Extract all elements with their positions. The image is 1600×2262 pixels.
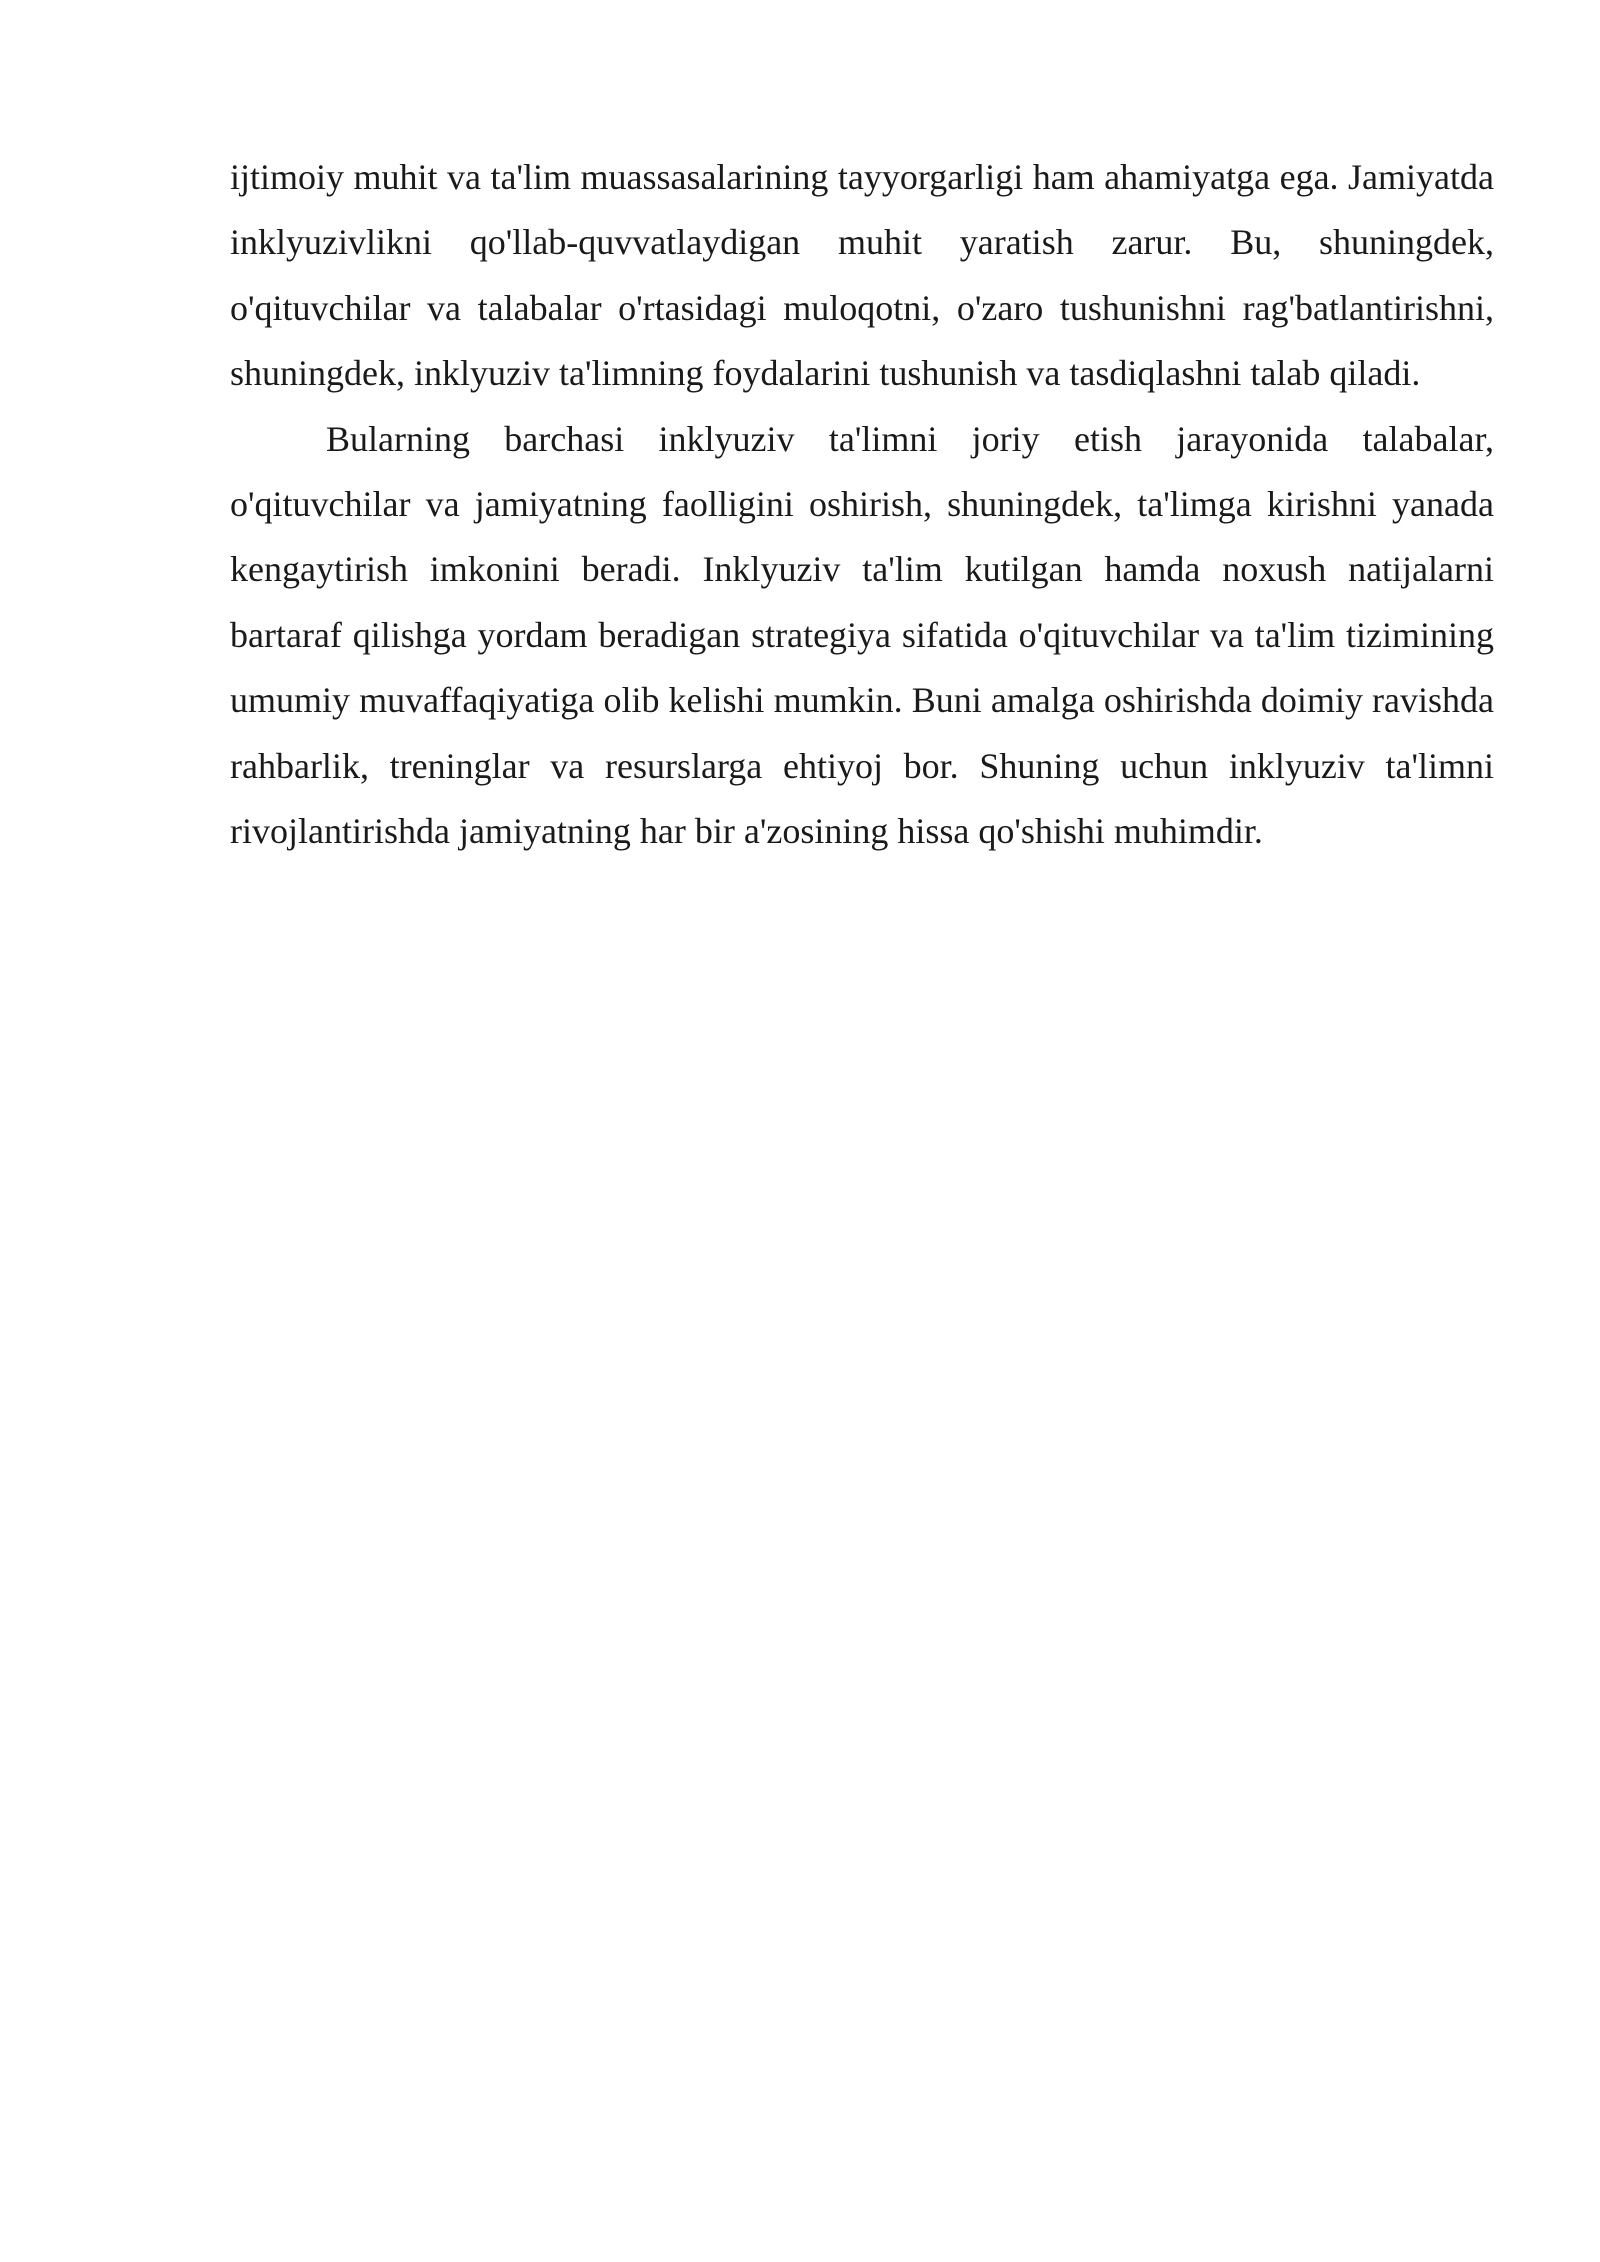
paragraph-continuation: ijtimoiy muhit va ta'lim muassasalarining tayyorgarligi ham ahamiyatga ega. Jamiyatda inklyuzivlikni qo'llab-quvvatlaydigan muhit yaratish zarur. Bu, shuningdek, o'qituvchilar va talabalar o'rtasidagi muloqotni, o'zaro tushunishni rag'batlantirishni, shuningdek, inklyuziv ta'limning foydalarini tushunish va tasdiqlashni talab qiladi. — [230, 157, 1494, 394]
paragraph-summary: Bularning barchasi inklyuziv ta'limni joriy etish jarayonida talabalar, o'qituvchilar va jamiyatning faolligini oshirish, shuningdek, ta'limga kirishni yanada kengaytirish imkonini beradi. Inklyuziv ta'lim kutilgan hamda noxush natijalarni bartaraf qilishga yordam beradigan strategiya sifatida o'qituvchilar va ta'lim tizimining umumiy muvaffaqiyatiga olib kelishi mumkin. Buni amalga oshirishda doimiy ravishda rahbarlik, treninglar va resurslarga ehtiyoj bor. Shuning uchun inklyuziv ta'limni rivojlantirishda jamiyatning har bir a'zosining hissa qo'shishi muhimdir. — [230, 418, 1494, 852]
document-body — [230, 145, 1494, 864]
